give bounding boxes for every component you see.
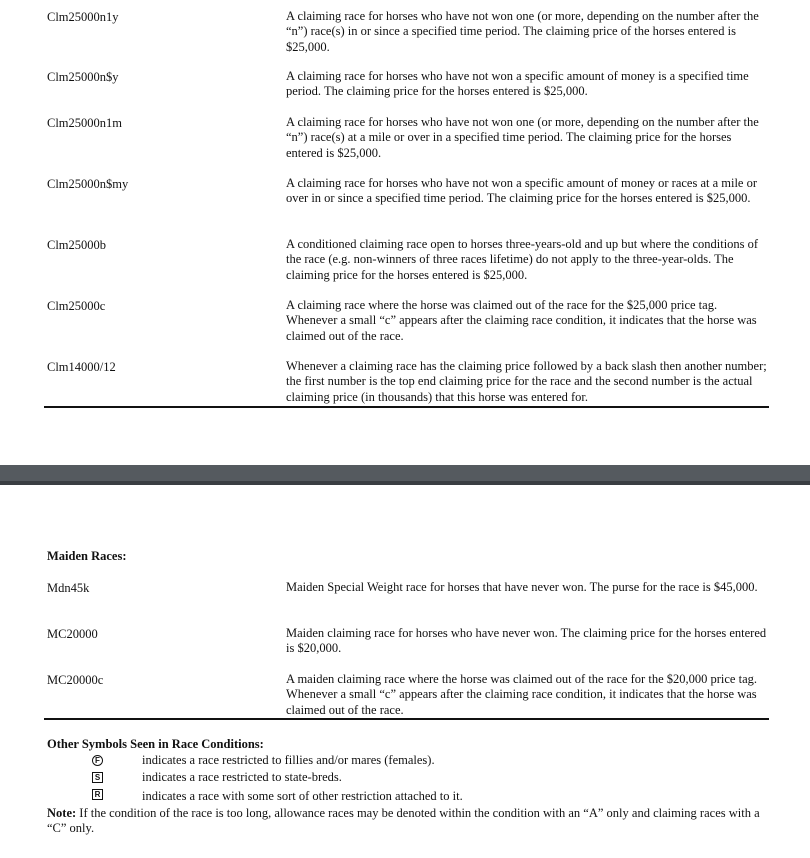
race-description: A claiming race for horses who have not won a specific amount of money or races at a mile or over in or since a specified time period. The claiming price for the horses entered is $25,000.	[286, 176, 758, 206]
maiden-races-heading: Maiden Races:	[47, 549, 127, 563]
race-description: Maiden Special Weight race for horses that have never won. The purse for the race is $45,000.	[286, 580, 758, 594]
race-code: Clm25000n$my	[47, 177, 129, 191]
note-label: Note:	[47, 806, 77, 820]
state-bred-icon: S	[92, 772, 103, 783]
symbols-heading: Other Symbols Seen in Race Conditions:	[47, 737, 264, 751]
race-code: Clm25000n$y	[47, 70, 119, 84]
race-code: Clm25000n1y	[47, 10, 119, 24]
page-break-shadow	[0, 481, 810, 485]
race-description: A claiming race for horses who have not won a specific amount of money is a specified time period. The claiming price for the horses entered is $25,000.	[286, 69, 749, 99]
race-code: MC20000	[47, 627, 98, 641]
table-bottom-rule	[44, 406, 769, 408]
race-description: Maiden claiming race for horses who have never won. The claiming price for the horses entered is $20,000.	[286, 626, 767, 656]
restricted-icon: R	[92, 789, 103, 800]
race-code: Clm25000c	[47, 299, 106, 313]
race-description: Whenever a claiming race has the claiming price followed by a back slash then another number; the first number is the top end claiming price for the race and the second number is the actual claiming price (in thousands) that this horse was entered for.	[286, 359, 767, 404]
race-description: A claiming race where the horse was claimed out of the race for the $25,000 price tag. Whenever a small “c” appears after the claiming race condition, it indicates that the horse was claimed out of the race.	[286, 298, 757, 343]
race-code: Clm25000b	[47, 238, 107, 252]
note-text: If the condition of the race is too long, allowance races may be denoted within the condition with an “A” only and claiming races with a “C” only.	[47, 806, 760, 836]
page-break-band	[0, 465, 810, 481]
race-code: Mdn45k	[47, 581, 90, 595]
race-code: MC20000c	[47, 673, 104, 687]
race-description: A conditioned claiming race open to horses three-years-old and up but where the conditions of the race (e.g. non-winners of three races lifetime) do not apply to the three-year-olds. The claiming price for the horses entered is $25,000.	[286, 237, 759, 282]
race-description: A maiden claiming race where the horse was claimed out of the race for the $20,000 price tag. Whenever a small “c” appears after the claiming race condition, it indicates that the horse was claimed out of the race.	[286, 672, 757, 717]
race-description: A claiming race for horses who have not won one (or more, depending on the number after the “n”) race(s) at a mile or over in a specified time period. The claiming price for the horses entered is $25,000.	[286, 115, 759, 160]
maiden-bottom-rule	[44, 718, 769, 720]
race-code: Clm14000/12	[47, 360, 116, 374]
symbol-description: indicates a race with some sort of other restriction attached to it.	[142, 789, 463, 803]
symbol-description: indicates a race restricted to state-breds.	[142, 770, 342, 784]
race-code: Clm25000n1m	[47, 116, 123, 130]
symbol-description: indicates a race restricted to fillies and/or mares (females).	[142, 753, 435, 767]
race-description: A claiming race for horses who have not won one (or more, depending on the number after the “n”) race(s) in or since a specified time period. The claiming price of the horses entered is $25,000.	[286, 9, 759, 54]
note-paragraph	[47, 806, 767, 837]
fillies-icon: F	[92, 755, 103, 766]
